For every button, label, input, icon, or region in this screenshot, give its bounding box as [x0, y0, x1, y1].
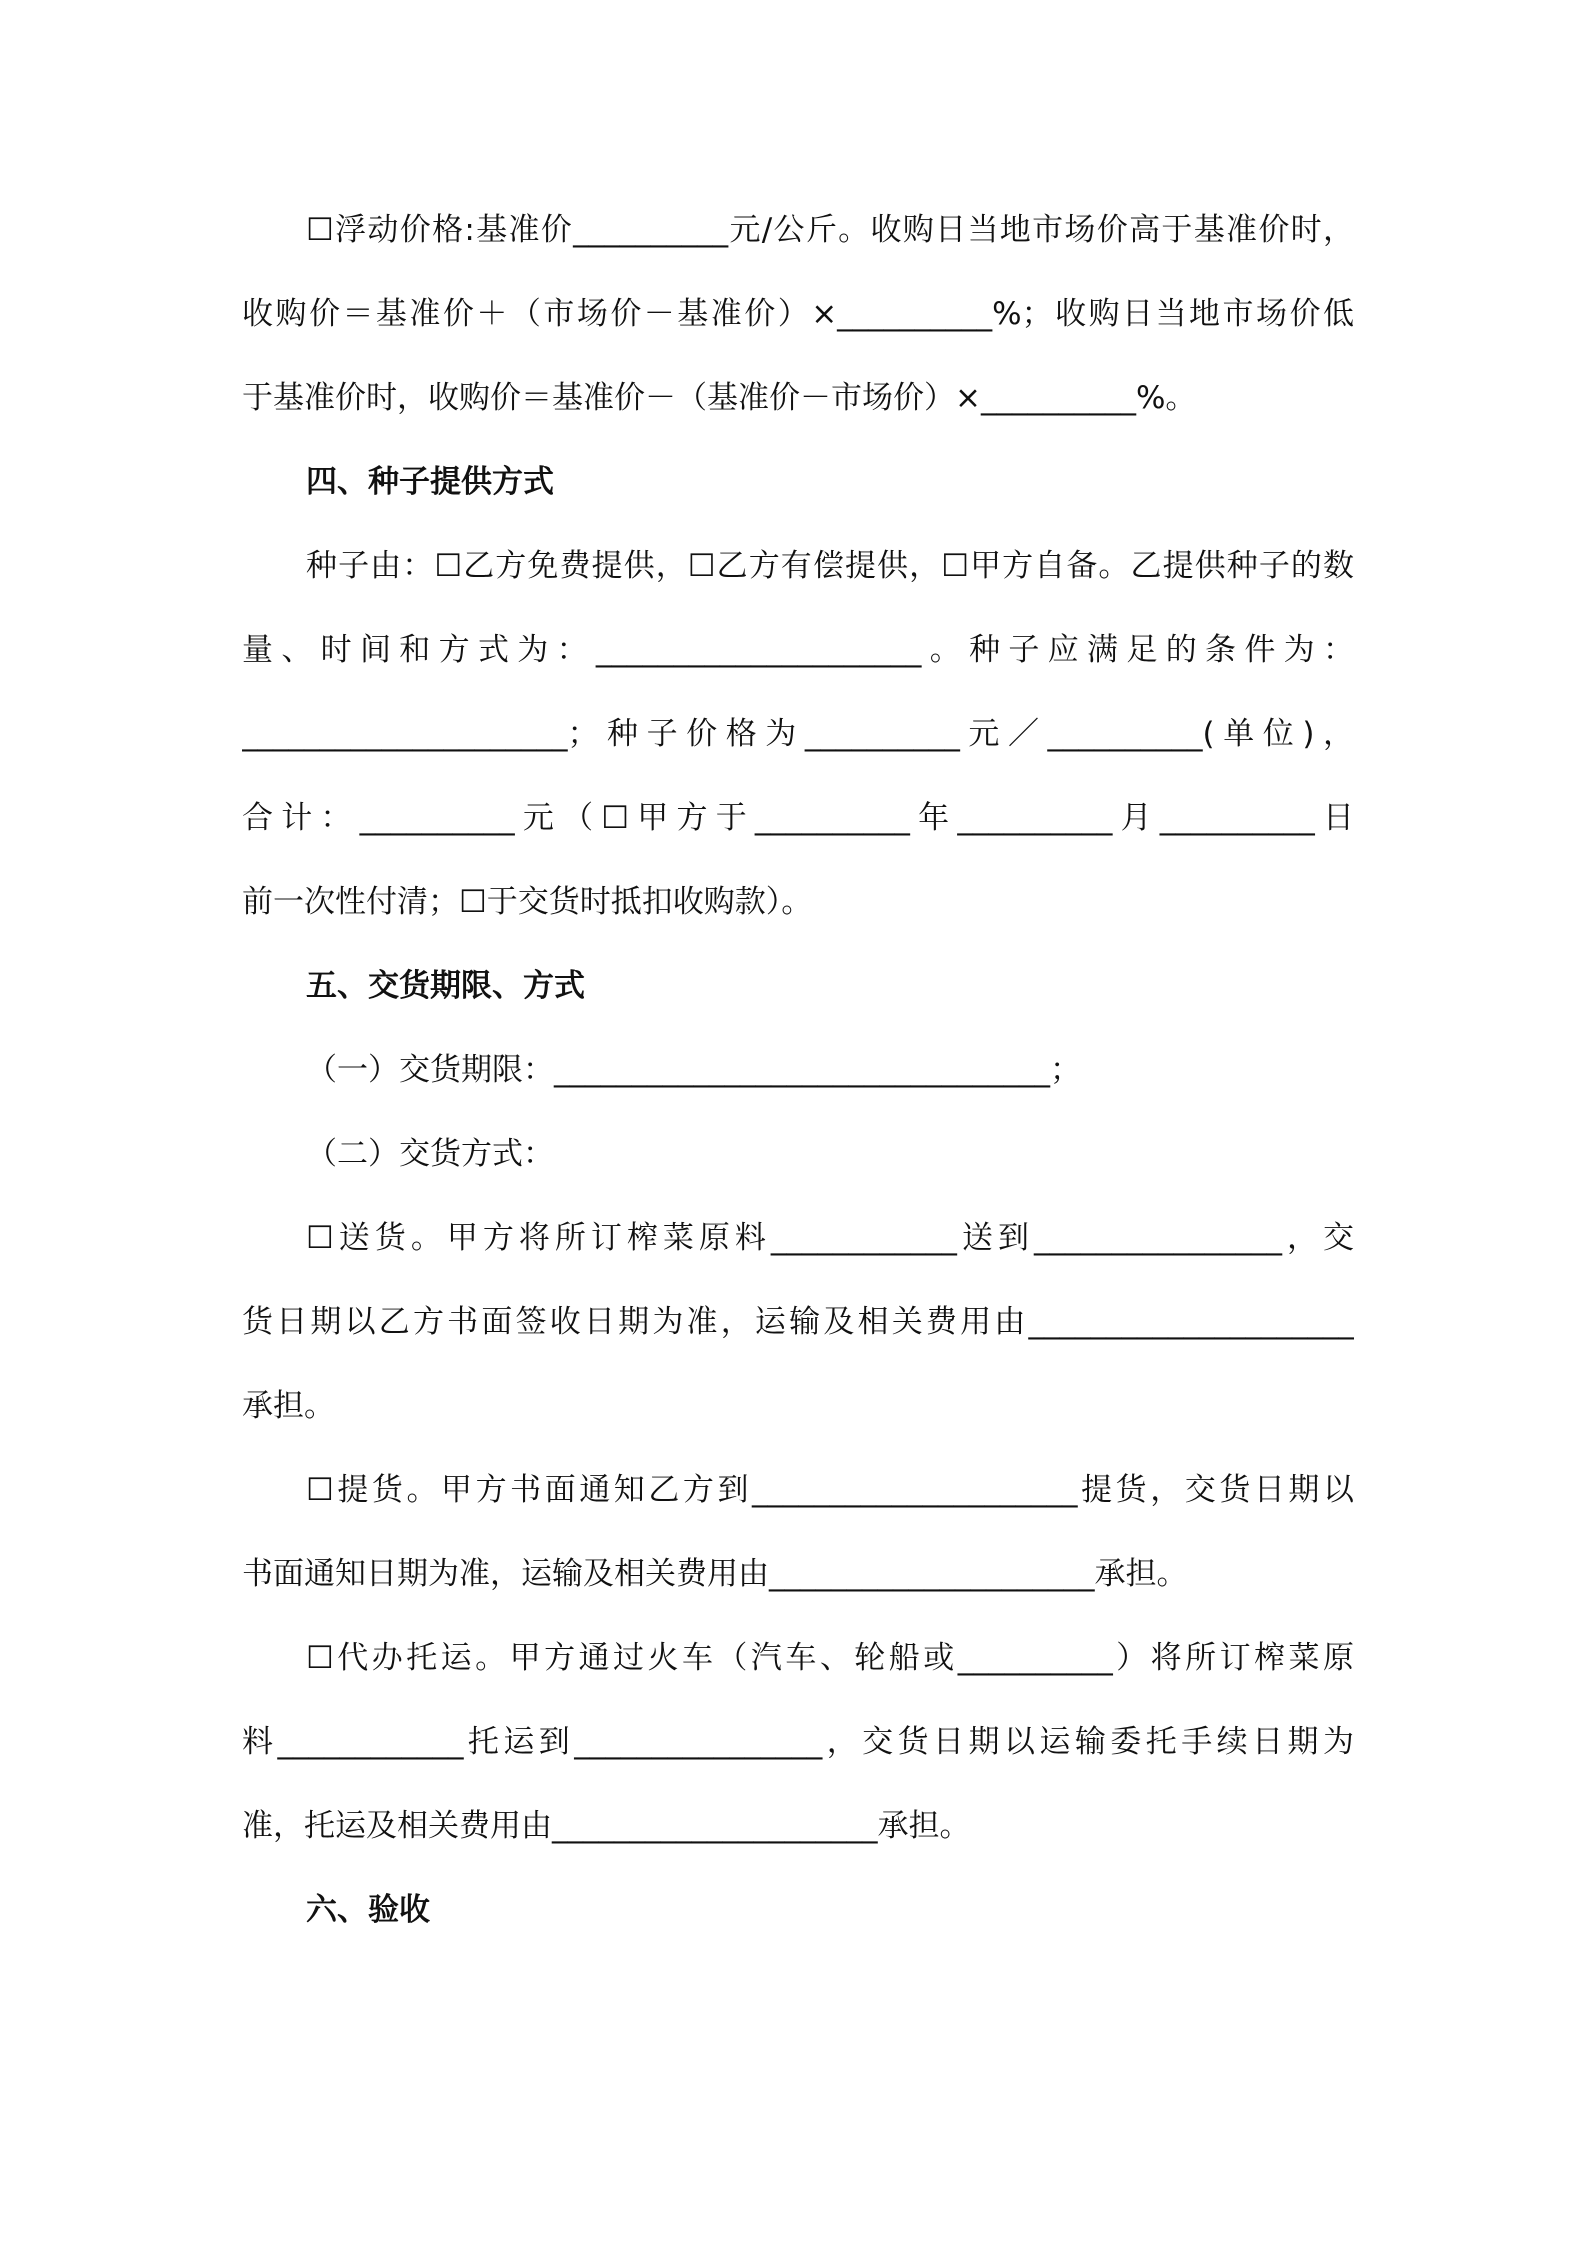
section-heading: 五、交货期限、方式: [306, 968, 585, 1004]
text-line: （一）交货期限：________________________________；: [306, 1052, 1081, 1088]
text-line: ☐浮动价格:基准价__________元/公斤。收购日当地市场价高于基准价时，: [306, 212, 1354, 248]
section-heading: 六、验收: [306, 1892, 430, 1928]
text-line: 于基准价时，收购价＝基准价－（基准价－市场价）×__________%。: [242, 380, 1197, 416]
text-line: 货日期以乙方书面签收日期为准，运输及相关费用由_____________________: [242, 1304, 1354, 1340]
text-line: 量、时间和方式为：_____________________。种子应满足的条件为：: [242, 632, 1354, 668]
text-line: 收购价＝基准价＋（市场价－基准价）×__________%；收购日当地市场价低: [242, 296, 1354, 332]
section-heading: 四、种子提供方式: [306, 464, 554, 500]
text-line: （二）交货方式：: [306, 1136, 554, 1172]
text-line: 合计：__________元（☐甲方于__________年__________月__________日: [242, 800, 1354, 836]
text-line: _____________________；种子价格为__________元／__________(单位)，: [242, 716, 1354, 752]
text-line: 承担。: [242, 1388, 335, 1424]
text-line: ☐代办托运。甲方通过火车（汽车、轮船或__________）将所订榨菜原: [306, 1640, 1354, 1676]
text-line: 书面通知日期为准，运输及相关费用由_____________________承担。: [242, 1556, 1188, 1592]
text-line: 种子由：☐乙方免费提供，☐乙方有偿提供，☐甲方自备。乙提供种子的数: [306, 548, 1354, 584]
text-line: 前一次性付清；☐于交货时抵扣收购款）。: [242, 884, 813, 920]
text-line: ☐提货。甲方书面通知乙方到_____________________提货，交货日期以: [306, 1472, 1354, 1508]
text-line: ☐送货。甲方将所订榨菜原料____________送到________________，交: [306, 1220, 1354, 1256]
text-line: 准，托运及相关费用由_____________________承担。: [242, 1808, 971, 1844]
text-line: 料____________托运到________________，交货日期以运输委托手续日期为: [242, 1724, 1354, 1760]
